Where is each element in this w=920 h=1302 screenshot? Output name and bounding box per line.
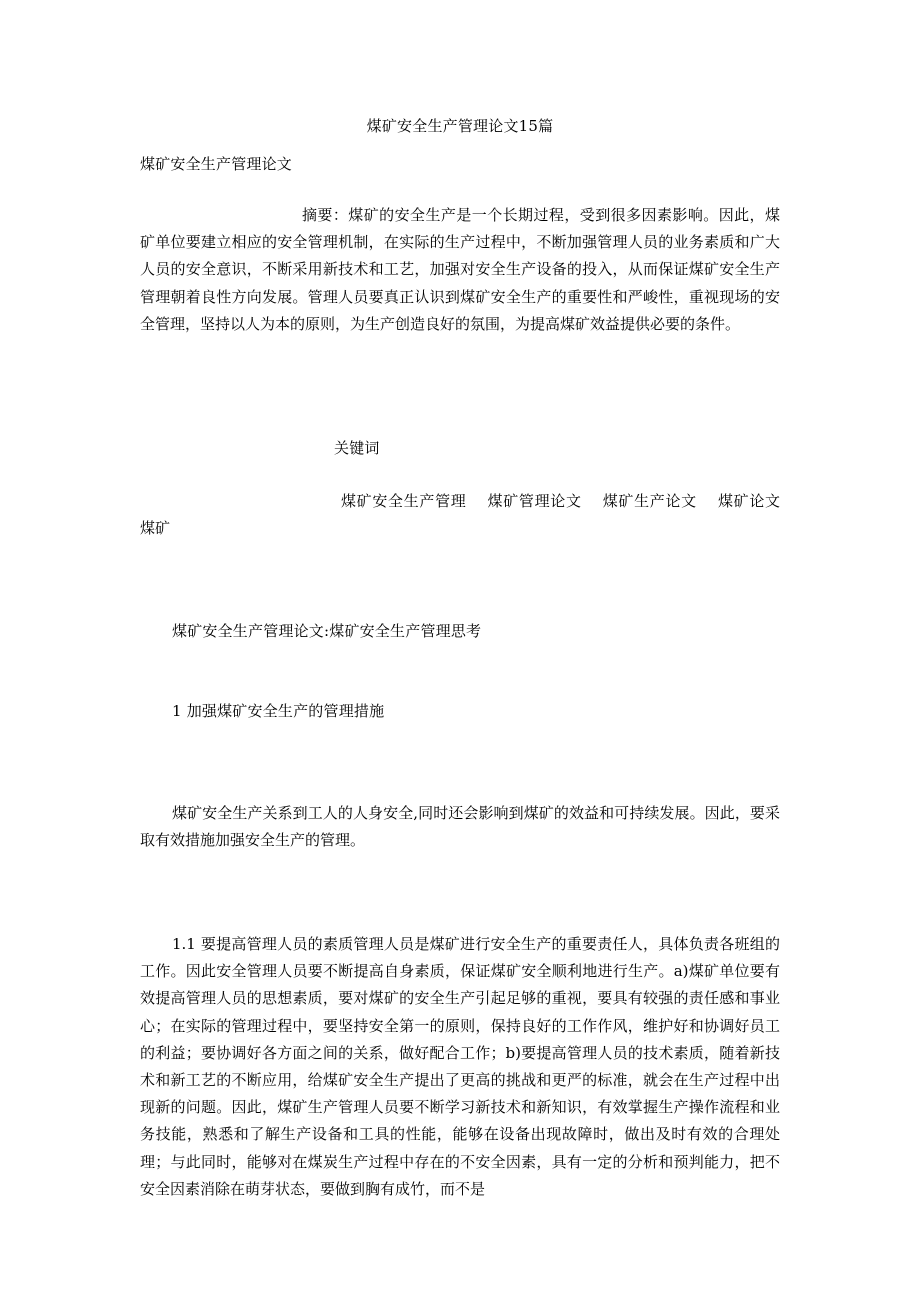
document-title: 煤矿安全生产管理论文15篇 — [366, 117, 554, 135]
document-subtitle: 煤矿安全生产管理论文 — [140, 155, 293, 173]
abstract-paragraph: 摘要：煤矿的安全生产是一个长期过程，受到很多因素影响。因此，煤矿单位要建立相应的安全管理机制，在实际的生产过程中，不断加强管理人员的业务素质和广大人员的安全意识，不断采用新技术和工艺，加强对安全生产设备的投入，从而保证煤矿安全生产管理朝着良性方向发展。管理人员要真正认识到煤矿安全生产的重要性和严峻性，重视现场的安全管理，坚持以人为本的原则，为生产创造良好的氛围，为提高煤矿效益提供必要的条件。 — [140, 206, 780, 333]
body-paragraph: 煤矿安全生产关系到工人的人身安全,同时还会影响到煤矿的效益和可持续发展。因此，要采取有效措施加强安全生产的管理。 — [140, 804, 780, 850]
keywords-label: 关键词 — [334, 439, 380, 457]
section-heading: 1 加强煤矿安全生产的管理措施 — [172, 702, 385, 720]
body-paragraph: 1.1 要提高管理人员的素质管理人员是煤矿进行安全生产的重要责任人，具体负责各班组的工作。因此安全管理人员要不断提高自身素质，保证煤矿安全顺利地进行生产。a)煤矿单位要有效提高管理人员的思想素质，要对煤矿的安全生产引起足够的重视，要具有较强的责任感和事业心；在实际的管理过程中，要坚持安全第一的原则，保持良好的工作作风，维护好和协调好员工的利益；要协调好各方面之间的关系，做好配合工作；b)要提高管理人员的技术素质，随着新技术和新工艺的不断应用，给煤矿安全生产提出了更高的挑战和更严的标准，就会在生产过程中出现新的问题。因此，煤矿生产管理人员要不断学习新技术和新知识，有效掌握生产操作流程和业务技能，熟悉和了解生产设备和工具的性能，能够在设备出现故障时，做出及时有效的合理处理；与此同时，能够对在煤炭生产过程中存在的不安全因素，具有一定的分析和预判能力，把不安全因素消除在萌芽状态，要做到胸有成竹，而不是 — [140, 935, 780, 1198]
keywords-list: 煤矿安全生产管理 煤矿管理论文 煤矿生产论文 煤矿论文 煤矿 — [140, 492, 800, 538]
section-title: 煤矿安全生产管理论文:煤矿安全生产管理思考 — [172, 622, 482, 640]
